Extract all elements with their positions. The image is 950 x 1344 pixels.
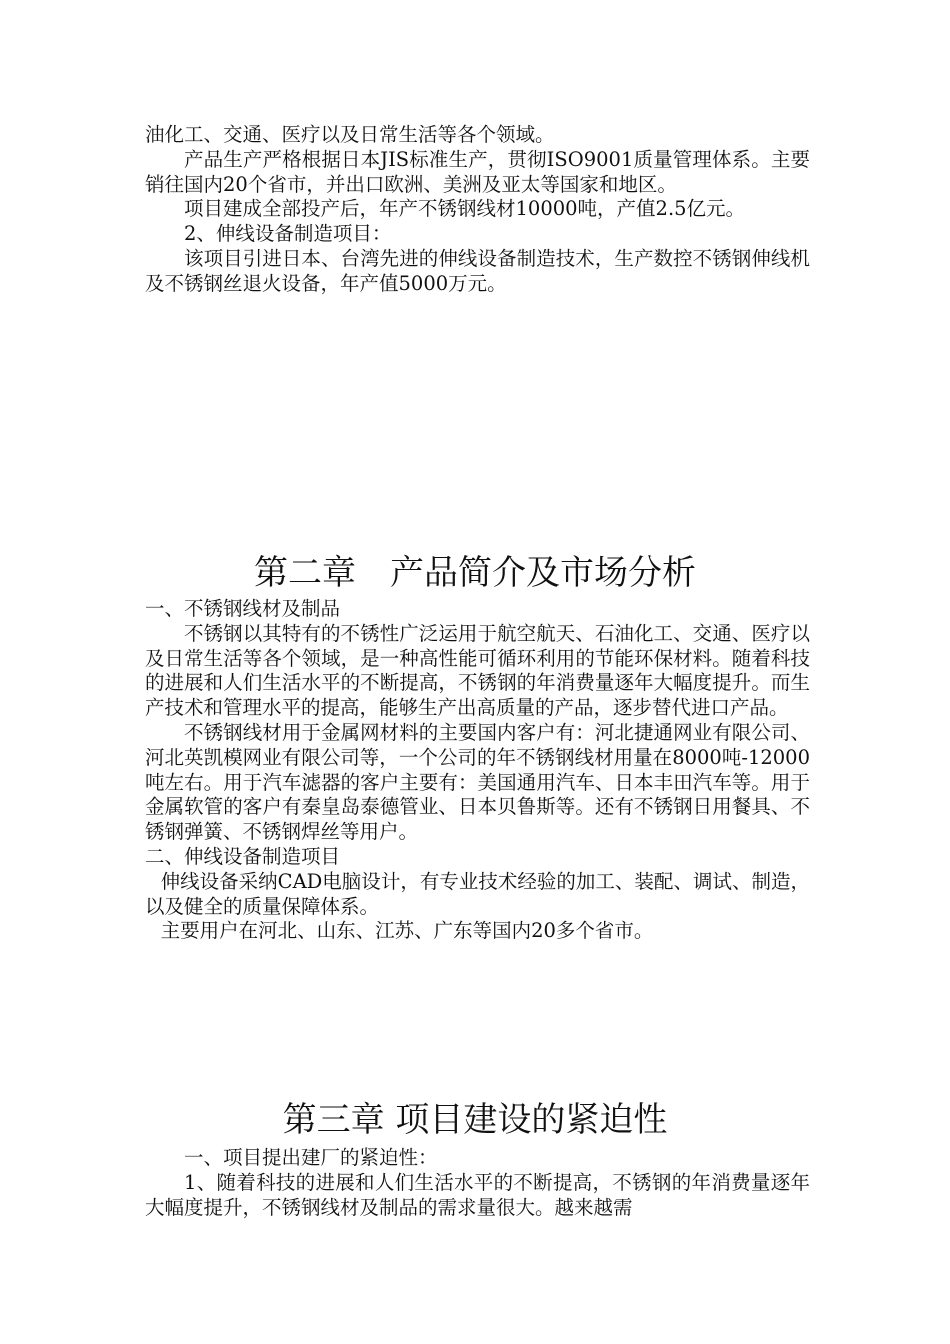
section-heading: 一、不锈钢线材及制品 bbox=[145, 597, 341, 620]
paragraph-heading: 2、伸线设备制造项目： bbox=[184, 222, 392, 246]
paragraph: 不锈钢以其特有的不锈性广泛运用于航空航天、石油化工、交通、医疗以及日常生活等各个领域，是一种高性能可循环利用的节能环保材料。随着科技的进展和人们生活水平的不断提高，不锈钢的年消费量逐年大幅度提升。而生产技术和管理水平的提高，能够生产出高质量的产品，逐步替代进口产品。 bbox=[145, 621, 810, 720]
section-continuation bbox=[145, 123, 810, 297]
chapter-3-body bbox=[145, 1146, 810, 1220]
chapter-title: 第二章 产品简介及市场分析 bbox=[254, 553, 696, 593]
paragraph: 主要用户在河北、山东、江苏、广东等国内20多个省市。 bbox=[160, 919, 654, 943]
paragraph: 不锈钢线材用于金属网材料的主要国内客户有：河北捷通网业有限公司、河北英凯模网业有限公司等，一个公司的年不锈钢线材用量在8000吨-12000吨左右。用于汽车滤器的客户主要有：美国通用汽车、日本丰田汽车等。用于金属软管的客户有秦皇岛泰德管业、日本贝鲁斯等。还有不锈钢日用餐具、不锈钢弹簧、不锈钢焊丝等用户。 bbox=[145, 720, 810, 844]
chapter-title: 第三章 项目建设的紧迫性 bbox=[282, 1100, 668, 1140]
paragraph: 该项目引进日本、台湾先进的伸线设备制造技术，生产数控不锈钢伸线机及不锈钢丝退火设备，年产值5000万元。 bbox=[145, 246, 810, 295]
section-heading: 二、伸线设备制造项目 bbox=[145, 844, 341, 868]
section-heading: 一、项目提出建厂的紧迫性： bbox=[184, 1146, 438, 1169]
paragraph: 伸线设备采纳CAD电脑设计，有专业技术经验的加工、装配、调试、制造，以及健全的质量保障体系。 bbox=[145, 869, 810, 918]
paragraph: 产品生产严格根据日本JIS标准生产，贯彻ISO9001质量管理体系。主要销往国内20个省市，并出口欧洲、美洲及亚太等国家和地区。 bbox=[145, 147, 810, 196]
paragraph: 项目建成全部投产后，年产不锈钢线材10000吨，产值2.5亿元。 bbox=[184, 197, 746, 221]
paragraph: 1、随着科技的进展和人们生活水平的不断提高，不锈钢的年消费量逐年大幅度提升，不锈钢线材及制品的需求量很大。越来越需 bbox=[145, 1170, 810, 1219]
paragraph: 油化工、交通、医疗以及日常生活等各个领域。 bbox=[145, 123, 555, 146]
chapter-2-body bbox=[145, 597, 810, 944]
